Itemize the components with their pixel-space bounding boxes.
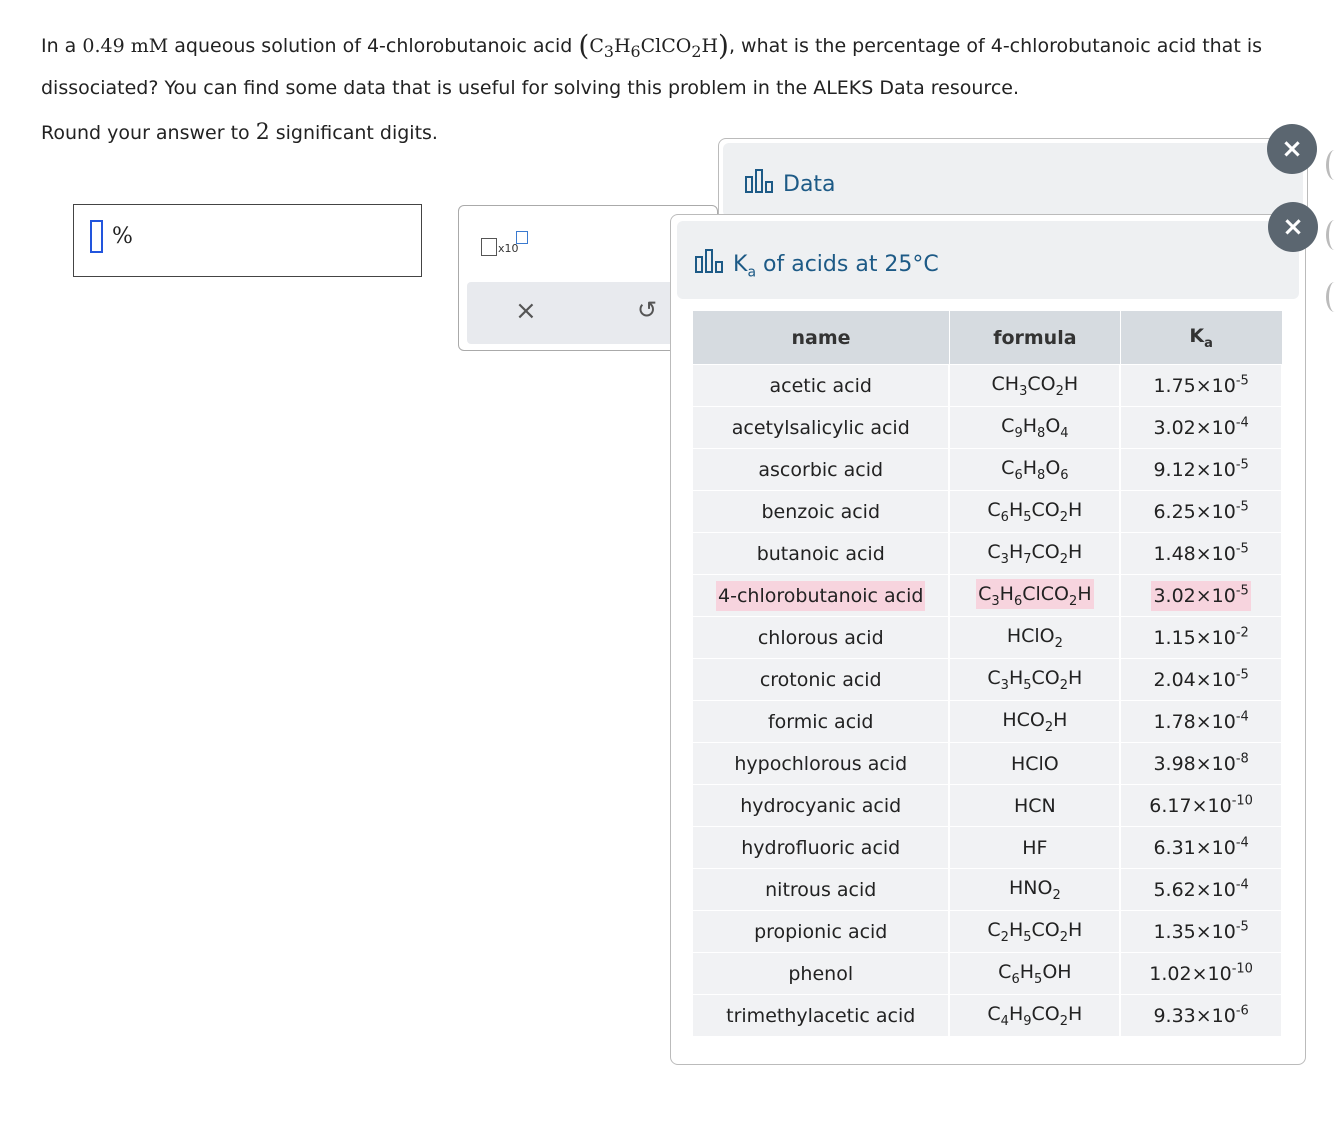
table-row xyxy=(693,407,1282,449)
table-row xyxy=(693,491,1282,533)
acid-formula-cell: $C_6H_5CO_2H$ xyxy=(949,491,1120,533)
data-panel-title: Data xyxy=(745,169,836,197)
table-row xyxy=(693,617,1282,659)
acid-formula-cell: HClO xyxy=(949,743,1120,785)
ka-value-cell: $3.98\times 10^{-8}$ xyxy=(1120,743,1282,785)
table-row xyxy=(693,953,1282,995)
edge-marker xyxy=(1326,220,1337,250)
answer-input-box[interactable] xyxy=(73,204,422,277)
acid-formula-cell: $C_4H_9CO_2H$ xyxy=(949,995,1120,1037)
acid-name-cell: chlorous acid xyxy=(693,617,949,659)
ka-value-cell: $1.78\times 10^{-4}$ xyxy=(1120,701,1282,743)
clear-icon[interactable]: × xyxy=(515,296,537,326)
ka-value-cell: $1.35\times 10^{-5}$ xyxy=(1120,911,1282,953)
acid-formula-cell: HCN xyxy=(949,785,1120,827)
acid-name-cell: propionic acid xyxy=(693,911,949,953)
close-data-panel-button[interactable]: × xyxy=(1267,124,1317,174)
question-text: In a 0.49 mM aqueous solution of 4-chlorobutanoic acid $(C_3H_6ClCO_2H)$, what is the percentage of 4-chlorobutanoic acid that is dissociated? You can find some data that is useful for solving this problem in the ALEKS Data resource. xyxy=(41,29,1262,99)
table-row xyxy=(693,743,1282,785)
table-row xyxy=(693,659,1282,701)
acid-name-cell: ascorbic acid xyxy=(693,449,949,491)
ka-value-cell: $3.02\times 10^{-4}$ xyxy=(1120,407,1282,449)
acid-formula-cell: HF xyxy=(949,827,1120,869)
table-row xyxy=(693,995,1282,1037)
acid-name-cell: formic acid xyxy=(693,701,949,743)
ka-acids-panel xyxy=(670,214,1306,1065)
answer-input-slot[interactable] xyxy=(90,220,103,253)
edge-marker xyxy=(1326,282,1337,312)
ka-value-cell: $6.25\times 10^{-5}$ xyxy=(1120,491,1282,533)
table-row xyxy=(693,533,1282,575)
acid-name-cell: hydrocyanic acid xyxy=(693,785,949,827)
ka-value-cell: $2.04\times 10^{-5}$ xyxy=(1120,659,1282,701)
edge-marker xyxy=(1326,150,1337,180)
ka-value-cell: $9.12\times 10^{-5}$ xyxy=(1120,449,1282,491)
acid-formula-cell: $C_3H_6ClCO_2H$ xyxy=(949,575,1120,617)
acid-name-cell: benzoic acid xyxy=(693,491,949,533)
ka-value-cell: $3.02\times 10^{-5}$ xyxy=(1120,575,1282,617)
table-row xyxy=(693,575,1282,617)
ka-value-cell: $9.33\times 10^{-6}$ xyxy=(1120,995,1282,1037)
column-header-name: name xyxy=(693,311,949,365)
ka-value-cell: $1.15\times 10^{-2}$ xyxy=(1120,617,1282,659)
ka-value-cell: $6.17\times 10^{-10}$ xyxy=(1120,785,1282,827)
acid-name-cell: phenol xyxy=(693,953,949,995)
table-row xyxy=(693,365,1282,407)
table-row xyxy=(693,701,1282,743)
close-ka-panel-button[interactable]: × xyxy=(1268,202,1318,252)
acid-formula-cell: $C_3H_5CO_2H$ xyxy=(949,659,1120,701)
bar-chart-icon xyxy=(695,249,725,273)
acid-name-cell: hypochlorous acid xyxy=(693,743,949,785)
acid-formula-cell: $HCO_2H$ xyxy=(949,701,1120,743)
acid-name-cell: crotonic acid xyxy=(693,659,949,701)
acid-formula-cell: $C_3H_7CO_2H$ xyxy=(949,533,1120,575)
acid-formula-cell: $C_6H_5OH$ xyxy=(949,953,1120,995)
table-row xyxy=(693,869,1282,911)
concentration-unit: mM xyxy=(130,35,169,57)
ka-value-cell: $1.48\times 10^{-5}$ xyxy=(1120,533,1282,575)
table-row xyxy=(693,449,1282,491)
percent-unit: % xyxy=(112,224,133,249)
column-header-ka: $K_a$ xyxy=(1120,311,1282,365)
ka-value-cell: $5.62\times 10^{-4}$ xyxy=(1120,869,1282,911)
acid-name-cell: trimethylacetic acid xyxy=(693,995,949,1037)
acid-formula-cell: $C_6H_8O_6$ xyxy=(949,449,1120,491)
column-header-formula: formula xyxy=(949,311,1120,365)
concentration-value: 0.49 xyxy=(82,35,125,57)
acid-formula-cell: $C_2H_5CO_2H$ xyxy=(949,911,1120,953)
table-row xyxy=(693,785,1282,827)
ka-panel-title: $K_a$ of acids at 25°C xyxy=(695,249,939,280)
acid-name-cell: butanoic acid xyxy=(693,533,949,575)
undo-icon[interactable]: ↺ xyxy=(637,296,658,324)
acid-formula-cell: $C_9H_8O_4$ xyxy=(949,407,1120,449)
acid-formula-cell: $CH_3CO_2H$ xyxy=(949,365,1120,407)
ka-value-cell: $1.02\times 10^{-10}$ xyxy=(1120,953,1282,995)
acid-formula-cell: HClO$_2$ xyxy=(949,617,1120,659)
table-row xyxy=(693,827,1282,869)
rounding-instruction: Round your answer to 2 significant digits. xyxy=(41,120,438,145)
acid-name-cell: acetic acid xyxy=(693,365,949,407)
ka-value-cell: $1.75\times 10^{-5}$ xyxy=(1120,365,1282,407)
acid-name-cell: hydrofluoric acid xyxy=(693,827,949,869)
ka-table xyxy=(693,311,1283,1036)
acid-formula: $(C_3H_6ClCO_2H)$ xyxy=(578,29,729,62)
acid-name-cell: acetylsalicylic acid xyxy=(693,407,949,449)
acid-name-cell: 4-chlorobutanoic acid xyxy=(693,575,949,617)
acid-name-cell: nitrous acid xyxy=(693,869,949,911)
bar-chart-icon xyxy=(745,169,775,193)
x10-exponent-button[interactable]: x10 xyxy=(481,234,529,262)
acid-name: 4-chlorobutanoic acid xyxy=(366,35,573,57)
ka-value-cell: $6.31\times 10^{-4}$ xyxy=(1120,827,1282,869)
acid-formula-cell: $HNO_2$ xyxy=(949,869,1120,911)
table-row xyxy=(693,911,1282,953)
